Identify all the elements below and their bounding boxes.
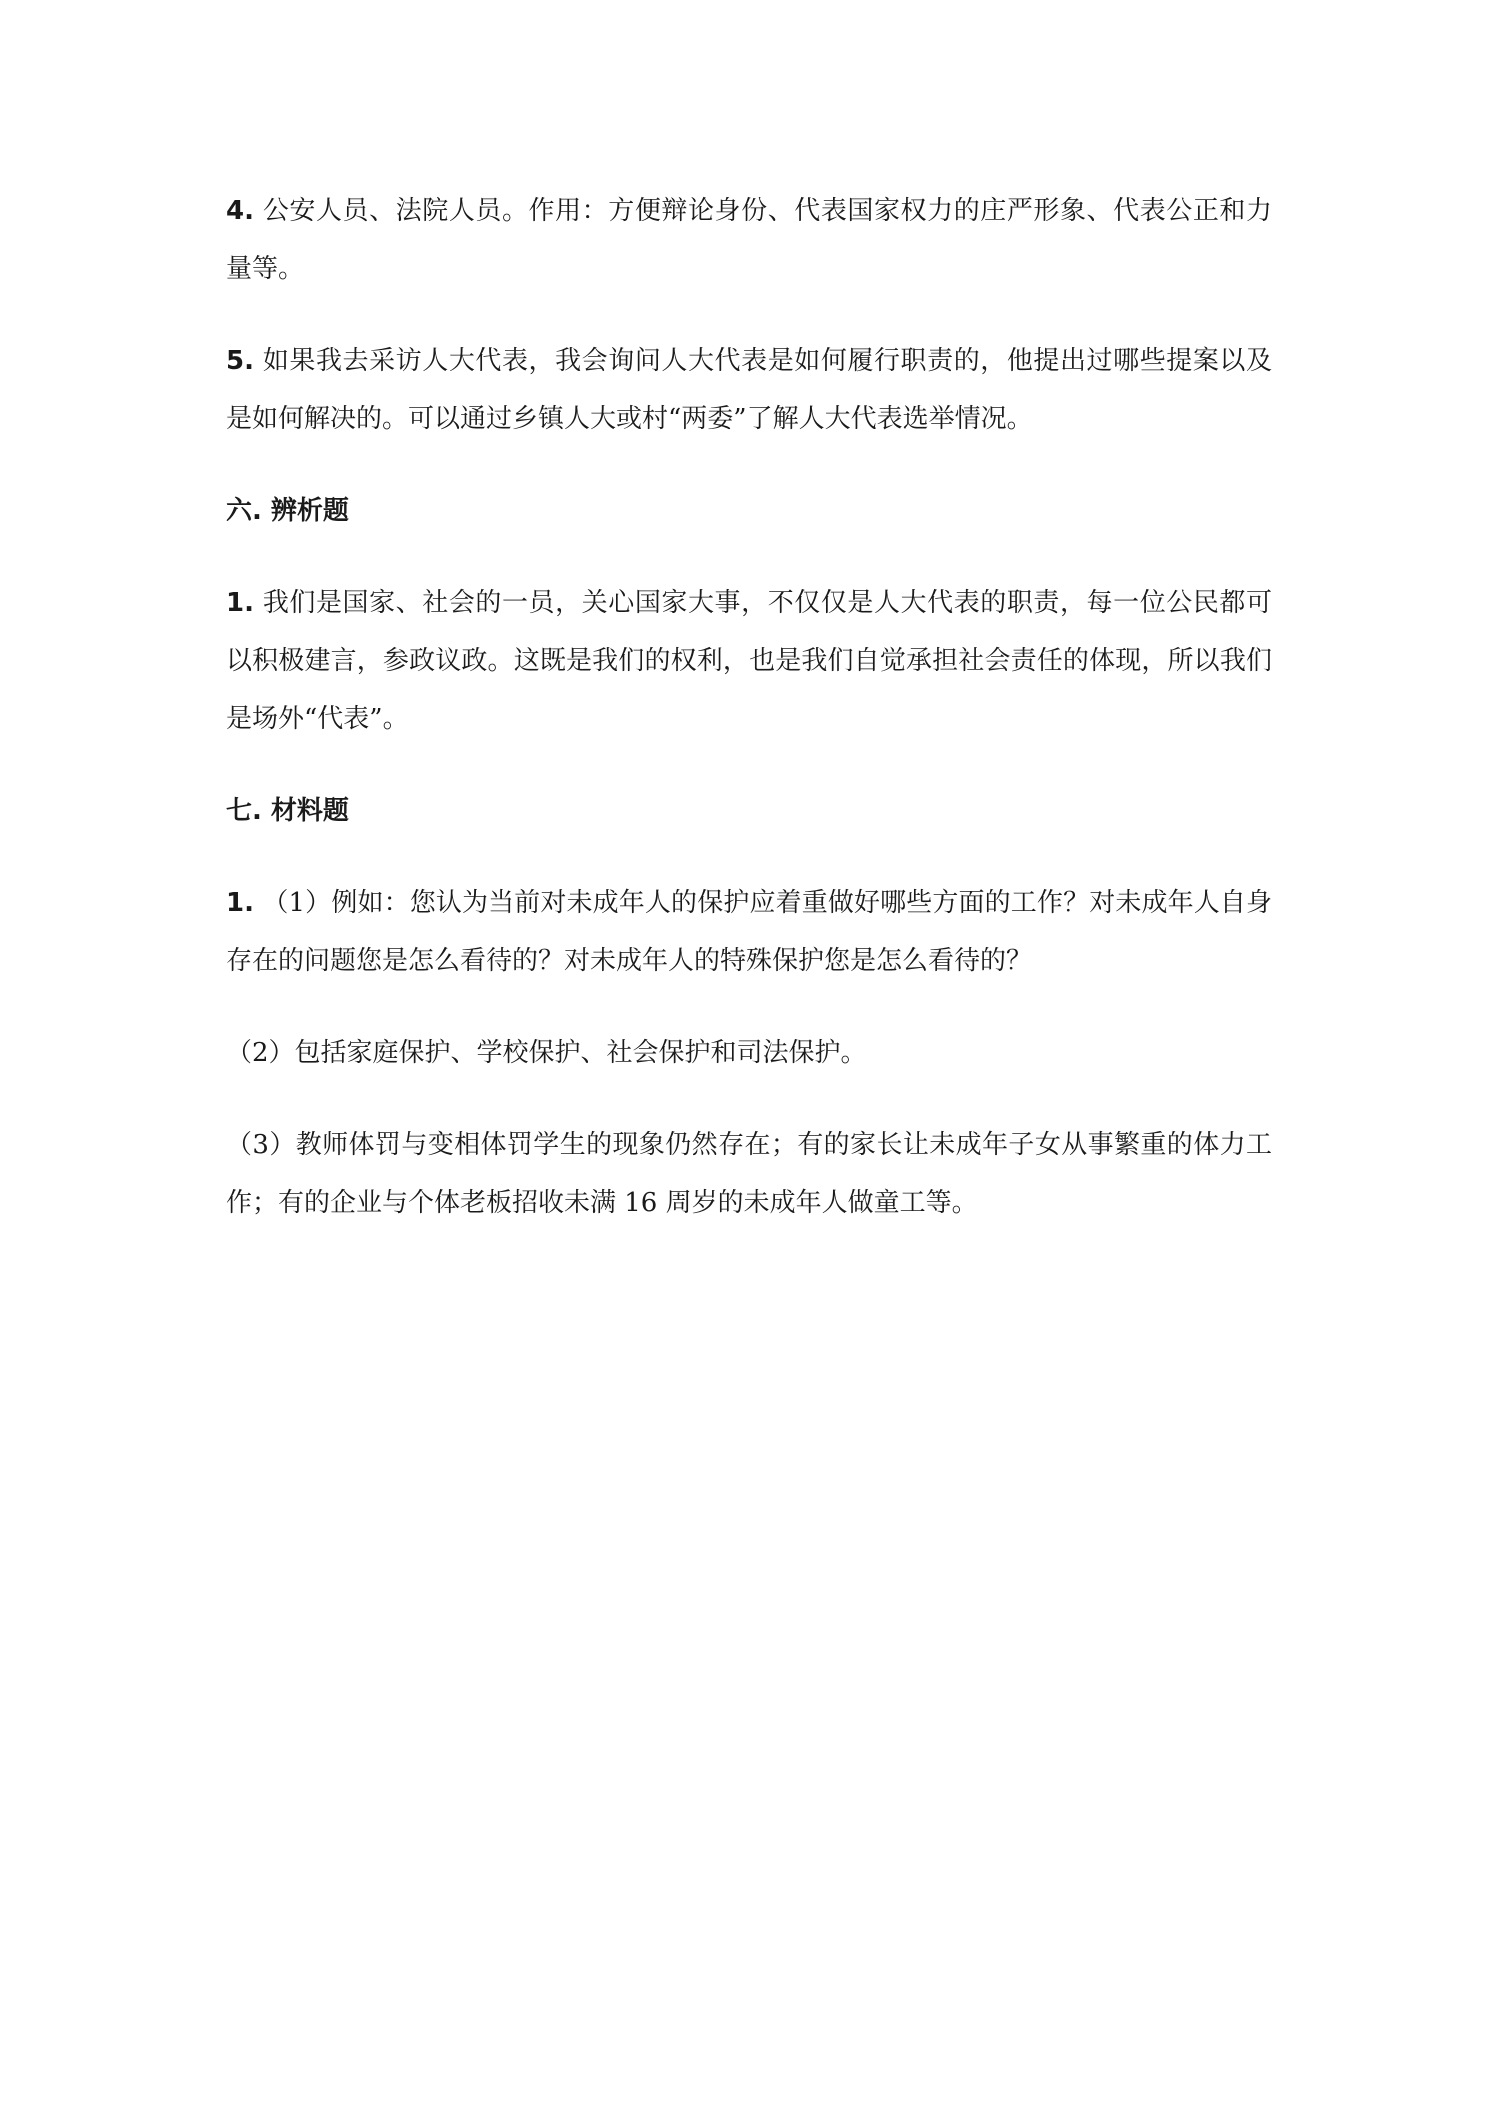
answer-text: 如果我去采访人大代表，我会询问人大代表是如何履行职责的，他提出过哪些提案以及是如何解决的。可以通过乡镇人大或村“两委”了解人大代表选举情况。: [226, 346, 1272, 434]
answer-number: 5.: [226, 346, 254, 376]
document-page: [226, 182, 1272, 1232]
answer-item-5: [226, 332, 1272, 448]
section-heading-analysis: 六. 辨析题: [226, 496, 349, 526]
answer-number: 1.: [226, 588, 254, 618]
answer-number: 1.: [226, 888, 254, 918]
material-item-1-part-1: [226, 874, 1272, 990]
answer-text: 公安人员、法院人员。作用：方便辩论身份、代表国家权力的庄严形象、代表公正和力量等。: [226, 196, 1272, 284]
answer-text: 我们是国家、社会的一员，关心国家大事，不仅仅是人大代表的职责，每一位公民都可以积极建言，参政议政。这既是我们的权利，也是我们自觉承担社会责任的体现，所以我们是场外“代表”。: [226, 588, 1272, 734]
analysis-item-1: [226, 574, 1272, 748]
material-item-1-part-2: （2）包括家庭保护、学校保护、社会保护和司法保护。: [226, 1038, 867, 1068]
section-heading-material: 七. 材料题: [226, 796, 349, 826]
answer-number: 4.: [226, 196, 254, 226]
answer-item-4: [226, 182, 1272, 298]
material-item-1-part-3: （3）教师体罚与变相体罚学生的现象仍然存在；有的家长让未成年子女从事繁重的体力工作；有的企业与个体老板招收未满 16 周岁的未成年人做童工等。: [226, 1130, 1272, 1218]
answer-text: （1）例如：您认为当前对未成年人的保护应着重做好哪些方面的工作？对未成年人自身存在的问题您是怎么看待的？对未成年人的特殊保护您是怎么看待的？: [226, 888, 1273, 976]
